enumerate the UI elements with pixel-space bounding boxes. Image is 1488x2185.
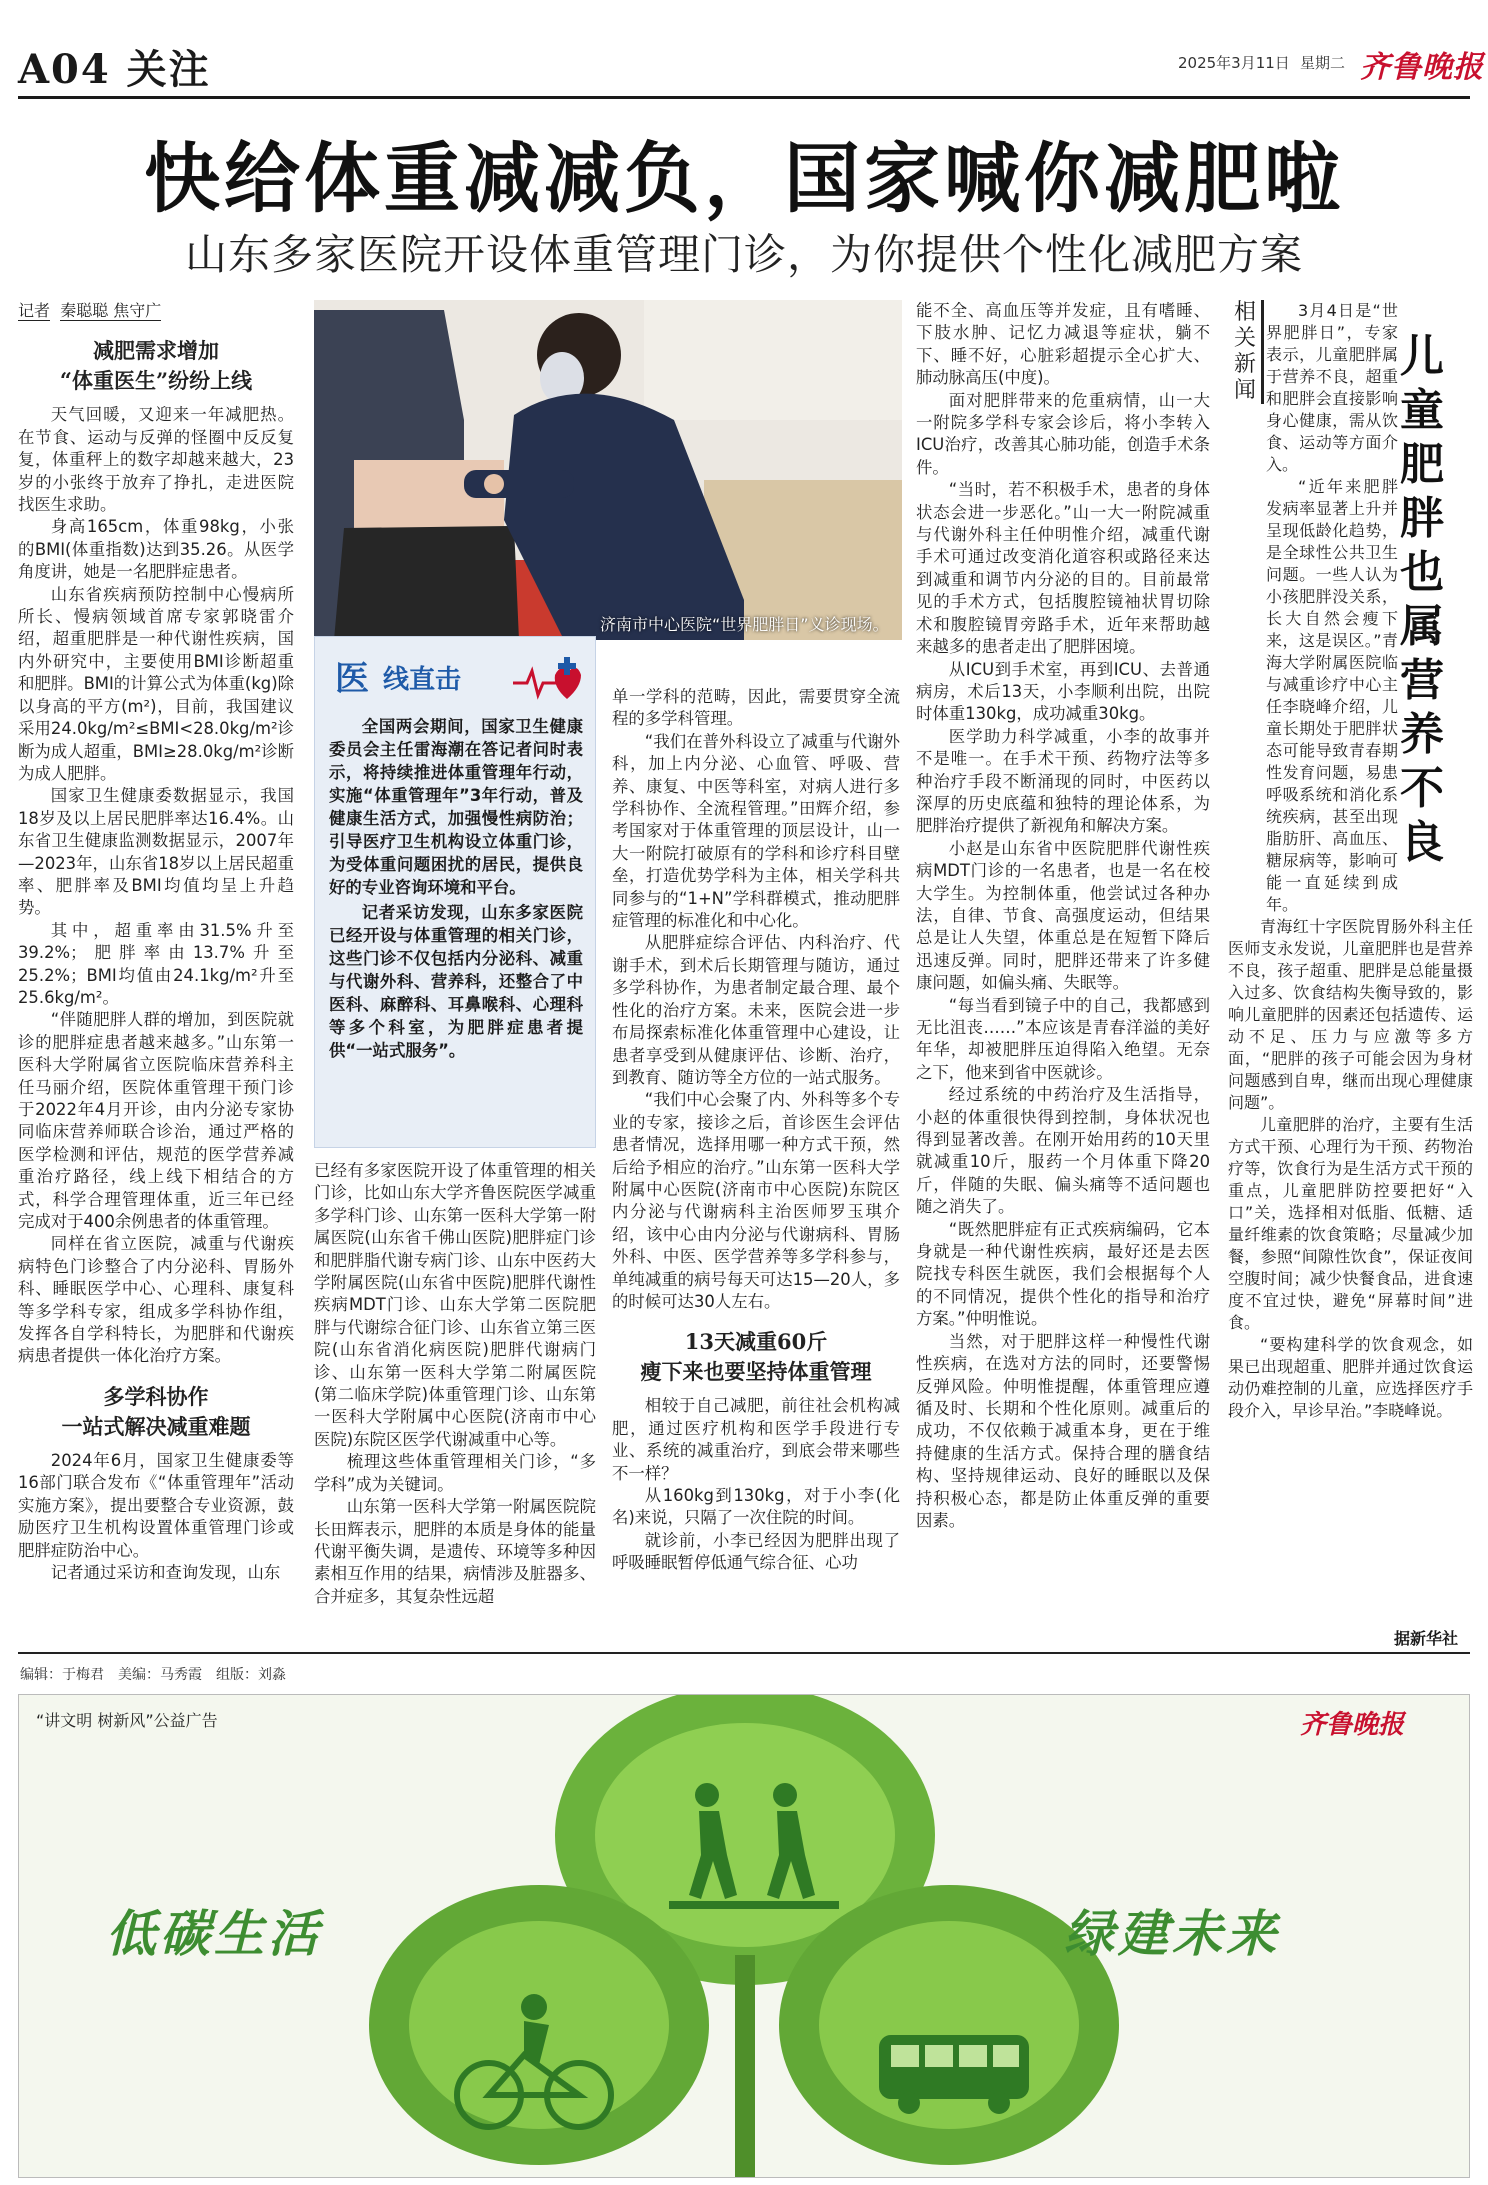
paragraph: 医学助力科学减重，小李的故事并不是唯一。在手术干预、药物疗法等多种治疗手段不断涌现的同时，中医药以深厚的历史底蕴和独特的理论体系，为肥胖治疗提供了新视角和解决方案。 bbox=[916, 726, 1210, 836]
main-headline: 快给体重减减负，国家喊你减肥啦 bbox=[144, 134, 1344, 223]
paragraph: 小赵是山东省中医院肥胖代谢性疾病MDT门诊的一名患者，也是一名在校大学生。为控制体重，他尝试过各种办法，自律、节食、高强度运动，但结果总是让人失望，体重总是在短暂下降后迅速反弹。同时，肥胖还带来了许多健康问题，如偏头痛、失眠等。 bbox=[916, 838, 1210, 993]
paragraph: “我们中心会聚了内、外科等多个专业的专家，接诊之后，首诊医生会评估患者情况，选择用哪一种方式干预，然后给予相应的治疗。”山东第一医科大学附属中心医院(济南市中心医院)东院区内分泌与代谢病科主治医师罗玉琪介绍，该中心由内分泌与代谢病科、胃肠外科、中医、医学营养等多学科参与，单纯减重的病号每天可达15—20人，多的时候可达30人左右。 bbox=[612, 1090, 900, 1311]
paragraph: 身高165cm，体重98kg，小张的BMI(体重指数)达到35.26。从医学角度讲，她是一名肥胖症患者。 bbox=[18, 517, 294, 582]
paragraph: 山东省疾病预防控制中心慢病所所长、慢病领域首席专家郭晓雷介绍，超重肥胖是一种代谢性疾病，国内外研究中，主要使用BMI诊断超重和肥胖。BMI的计算公式为体重(kg)除以身高的平方(m²)，目前，我国建议采用24.0kg/m²≤BMI<28.0kg/m²诊断为成人超重，BMI≥28.0kg/m²诊断为成人肥胖。 bbox=[18, 584, 294, 783]
paragraph: 儿童肥胖的治疗，主要有生活方式干预、心理行为干预、药物治疗等，饮食行为是生活方式干预的重点，儿童肥胖防控要把好“入口”关，选择相对低脂、低糖、适量纤维素的饮食策略；尽量减少加餐，参照“间隙性饮食”，保证夜间空腹时间；减少快餐食品，进食速度不宜过快，避免“屏幕时间”进食。 bbox=[1228, 1115, 1473, 1332]
footer-rule bbox=[18, 1652, 1470, 1654]
article-column-2 bbox=[314, 1160, 596, 1608]
paragraph: “我们在普外科设立了减重与代谢外科，加上内分泌、心血管、呼吸、营养、康复、中医等科室，对病人进行多学科协作、全流程管理。”田辉介绍，参考国家对于体重管理的顶层设计，山一大一附院打破原有的学科和诊疗科目壁垒，打造优势学科为主体，相关学科共同参与的“1+N”学科群模式，推动肥胖症管理的标准化和中心化。 bbox=[612, 731, 900, 931]
paragraph: 从ICU到手术室，再到ICU、去普通病房，术后13天，小李顺利出院，出院时体重130kg，成功减重30kg。 bbox=[916, 659, 1210, 724]
article-column-1 bbox=[18, 300, 294, 1584]
highlight-box bbox=[314, 636, 596, 1148]
section-heading: 多学科协作 一站式解决减重难题 bbox=[61, 1383, 251, 1439]
issue-date: 2025年3月11日 bbox=[1178, 54, 1290, 72]
paragraph: 梳理这些体重管理相关门诊，“多学科”成为关键词。 bbox=[314, 1452, 596, 1494]
box-title bbox=[329, 645, 583, 715]
ad-slogan-right: 绿建未来 bbox=[1064, 1905, 1280, 1963]
news-photo bbox=[314, 300, 902, 640]
paragraph: 2024年6月，国家卫生健康委等16部门联合发布《“体重管理年”活动实施方案》，提出要整合专业资源，鼓励医疗卫生机构设置体重管理门诊或肥胖症防治中心。 bbox=[18, 1450, 294, 1560]
article-column-3 bbox=[612, 686, 900, 1575]
box-title-mark: 医 bbox=[335, 659, 369, 699]
paragraph: 同样在省立医院，减重与代谢疾病特色门诊整合了内分泌科、胃肠外科、睡眠医学中心、心理科、康复科等多学科专家，组成多学科协作组，发挥各自学科特长，为肥胖和代谢疾病患者提供一体化治疗方案。 bbox=[18, 1234, 294, 1366]
byline-names: 秦聪聪 焦守广 bbox=[60, 301, 162, 320]
box-paragraph: 全国两会期间，国家卫生健康委员会主任雷海潮在答记者问时表示，将持续推进体重管理年行动，实施“体重管理年”3年行动，普及健康生活方式，加强慢性病防治；引导医疗卫生机构设立体重门诊，为受体重问题困扰的居民，提供良好的专业咨询环境和平台。 bbox=[329, 717, 583, 897]
paragraph: “当时，若不积极手术，患者的身体状态会进一步恶化。”山一大一附院减重与代谢外科主任仲明惟介绍，减重代谢手术可通过改变消化道容积或路径来达到减重和调节内分泌的目的。目前最常见的手术方式，包括腹腔镜袖状胃切除术和腹腔镜胃旁路手术，近年来帮助越来越多的患者走出了肥胖困境。 bbox=[916, 480, 1210, 657]
issue-weekday: 星期二 bbox=[1300, 54, 1346, 72]
byline-prefix: 记者 bbox=[18, 301, 51, 320]
paragraph: 从160kg到130kg，对于小李(化名)来说，只隔了一次住院的时间。 bbox=[612, 1486, 900, 1528]
paragraph: “要构建科学的饮食观念，如果已出现超重、肥胖并通过饮食运动仍难控制的儿童，应选择医疗手段介入，早诊早治。”李晓峰说。 bbox=[1228, 1335, 1473, 1420]
paragraph: 经过系统的中药治疗及生活指导，小赵的体重很快得到控制，身体状况也得到显著改善。在刚开始用药的10天里就减重10斤，服药一个月体重下降20斤，伴随的失眠、偏头痛等不适问题也随之消失了。 bbox=[916, 1085, 1210, 1217]
paragraph: 山东第一医科大学第一附属医院院长田辉表示，肥胖的本质是身体的能量代谢平衡失调，是遗传、环境等多种因素相互作用的结果，病情涉及脏器多、合并症多，其复杂性远超 bbox=[314, 1497, 596, 1606]
page-section-label: A04 关注 bbox=[18, 46, 211, 93]
ad-slogan-left: 低碳生活 bbox=[106, 1905, 322, 1963]
header-rule bbox=[18, 96, 1470, 99]
box-title-text: 线直击 bbox=[383, 665, 462, 695]
paragraph: “伴随肥胖人群的增加，到医院就诊的肥胖症患者越来越多。”山东第一医科大学附属省立医院临床营养科主任马丽介绍，医院体重管理干预门诊于2022年4月开诊，由内分泌专家协同临床营养师联合诊治，通过严格的医学检测和评估，规范的医学营养减重治疗路径，线上线下相结合的方式，科学合理管理体重，近三年已经完成对于400余例患者的体重管理。 bbox=[18, 1010, 294, 1232]
related-news-column bbox=[1228, 300, 1473, 1422]
article-column-4 bbox=[916, 300, 1210, 1532]
paragraph: 记者通过采访和查询发现，山东 bbox=[50, 1562, 281, 1582]
paragraph: 国家卫生健康委数据显示，我国18岁及以上居民肥胖率达16.4%。山东省卫生健康监测数据显示，2007年—2023年，山东省18岁以上居民超重率、肥胖率及BMI均值均呈上升趋势。 bbox=[18, 786, 294, 918]
paragraph: 当然，对于肥胖这样一种慢性代谢性疾病，在选对方法的同时，还要警惕反弹风险。仲明惟提醒，体重管理应遵循及时、长期和个性化原则。减重后的成功，不仅依赖于减重本身，更在于维持健康的生活方式。保持合理的膳食结构、坚持规律运动、良好的睡眠以及保持积极心态，都是防止体重反弹的重要因素。 bbox=[916, 1331, 1210, 1530]
sub-headline: 山东多家医院开设体重管理门诊，为你提供个性化减肥方案 bbox=[184, 230, 1303, 279]
ad-label: “讲文明 树新风”公益广告 bbox=[36, 1711, 218, 1730]
related-intro bbox=[1266, 300, 1398, 916]
ad-newspaper-logo: 齐鲁晚报 bbox=[1300, 1710, 1405, 1740]
related-news-source: 据新华社 bbox=[1394, 1629, 1459, 1648]
byline bbox=[18, 300, 294, 322]
paragraph: 其中，超重率由31.5%升至39.2%；肥胖率由13.7%升至25.2%；BMI均值由24.1kg/m²升至25.6kg/m²。 bbox=[18, 920, 294, 1007]
paragraph: 青海红十字医院胃肠外科主任医师支永发说，儿童肥胖也是营养不良，孩子超重、肥胖是总能量摄入过多、饮食结构失衡导致的，影响儿童肥胖的因素还包括遗传、运动不足、压力与应激等多方面，“肥胖的孩子可能会因为身材问题感到自卑，继而出现心理健康问题”。 bbox=[1228, 917, 1473, 1112]
related-news-tag: 相关新闻 bbox=[1234, 300, 1264, 404]
paragraph: 3月4日是“世界肥胖日”，专家表示，儿童肥胖属于营养不良，超重和肥胖会直接影响身心健康，需从饮食、运动等方面介入。 bbox=[1266, 301, 1398, 474]
paragraph: “每当看到镜子中的自己，我都感到无比沮丧……”本应该是青春洋溢的美好年华，却被肥胖压迫得陷入绝望。无奈之下，他来到省中医就诊。 bbox=[916, 995, 1210, 1082]
paragraph: “既然肥胖症有正式疾病编码，它本身就是一种代谢性疾病，最好还是去医院找专科医生就医，我们会根据每个人的不同情况，提供个性化的指导和治疗方案。”仲明惟说。 bbox=[916, 1219, 1210, 1329]
section-heading: 减肥需求增加 “体重医生”纷纷上线 bbox=[59, 338, 253, 394]
paragraph: “近年来肥胖发病率显著上升并呈现低龄化趋势，是全球性公共卫生问题。一些人认为小孩肥胖没关系，长大自然会瘦下来，这是误区。”青海大学附属医院临与减重诊疗中心主任李晓峰介绍，儿童长期处于肥胖状态可能导致青春期性发育问题，易患呼吸系统和消化系统疾病，甚至出现脂肪肝、高血压、糖尿病等，影响可能一直延续到成年。 bbox=[1266, 477, 1398, 914]
photo-caption: 济南市中心医院“世界肥胖日”义诊现场。 bbox=[600, 615, 889, 634]
heartbeat-cross-icon bbox=[505, 653, 585, 709]
paragraph: 已经有多家医院开设了体重管理的相关门诊，比如山东大学齐鲁医院医学减重多学科门诊、山东第一医科大学第一附属医院(山东省千佛山医院)肥胖症门诊和肥胖脂代谢专病门诊、山东中医药大学附属医院(山东省中医院)肥胖代谢性疾病MDT门诊、山东大学第二医院肥胖与代谢综合征门诊、山东省立第三医院(山东省消化病医院)肥胖代谢病门诊、山东第一医科大学第二附属医院(第二临床学院)体重管理门诊、山东第一医科大学附属中心医院(济南市中心医院)东院区医学代谢减重中心等。 bbox=[314, 1161, 596, 1449]
paragraph: 相较于自己减肥，前往社会机构减肥，通过医疗机构和医学手段进行专业、系统的减重治疗，到底会带来哪些不一样？ bbox=[612, 1396, 900, 1483]
paragraph: 能不全、高血压等并发症，且有嗜睡、下肢水肿、记忆力减退等症状，躺不下、睡不好，心脏彩超提示全心扩大、肺动脉高压(中度)。 bbox=[916, 301, 1210, 388]
paragraph: 单一学科的范畴，因此，需要贯穿全流程的多学科管理。 bbox=[612, 687, 900, 729]
box-paragraph: 记者采访发现，山东多家医院已经开设与体重管理的相关门诊，这些门诊不仅包括内分泌科、减重与代谢外科、营养科，还整合了中医科、麻醉科、耳鼻喉科、心理科等多个科室，为肥胖症患者提供“一站式服务”。 bbox=[329, 903, 583, 1060]
paragraph: 天气回暖，又迎来一年减肥热。在节食、运动与反弹的怪圈中反反复复，体重秤上的数字却越来越大，23岁的小张终于放弃了挣扎，走进医院找医生求助。 bbox=[18, 405, 294, 515]
paragraph: 就诊前，小李已经因为肥胖出现了呼吸睡眠暂停低通气综合征、心功 bbox=[612, 1530, 900, 1573]
paragraph: 从肥胖症综合评估、内科治疗、代谢手术，到术后长期管理与随访，通过多学科协作，为患者制定最合理、最个性化的治疗方案。未来，医院会进一步布局探索标准化体重管理中心建设，让患者享受到从健康评估、诊断、治疗，到教育、随访等全方位的一站式服务。 bbox=[612, 933, 900, 1087]
related-news-title: 儿童肥胖也属营养不良 bbox=[1400, 331, 1444, 868]
section-heading: 13天减重60斤 瘦下来也要坚持体重管理 bbox=[640, 1329, 872, 1385]
photo-illustration bbox=[314, 300, 902, 640]
paragraph: 面对肥胖带来的危重病情，山一大一附院多学科专家会诊后，将小李转入ICU治疗，改善其心肺功能，创造手术条件。 bbox=[916, 390, 1210, 477]
editor-credits: 编辑：于梅君 美编：马秀霞 组版：刘淼 bbox=[20, 1667, 286, 1683]
newspaper-logo: 齐鲁晚报 bbox=[1360, 50, 1484, 85]
